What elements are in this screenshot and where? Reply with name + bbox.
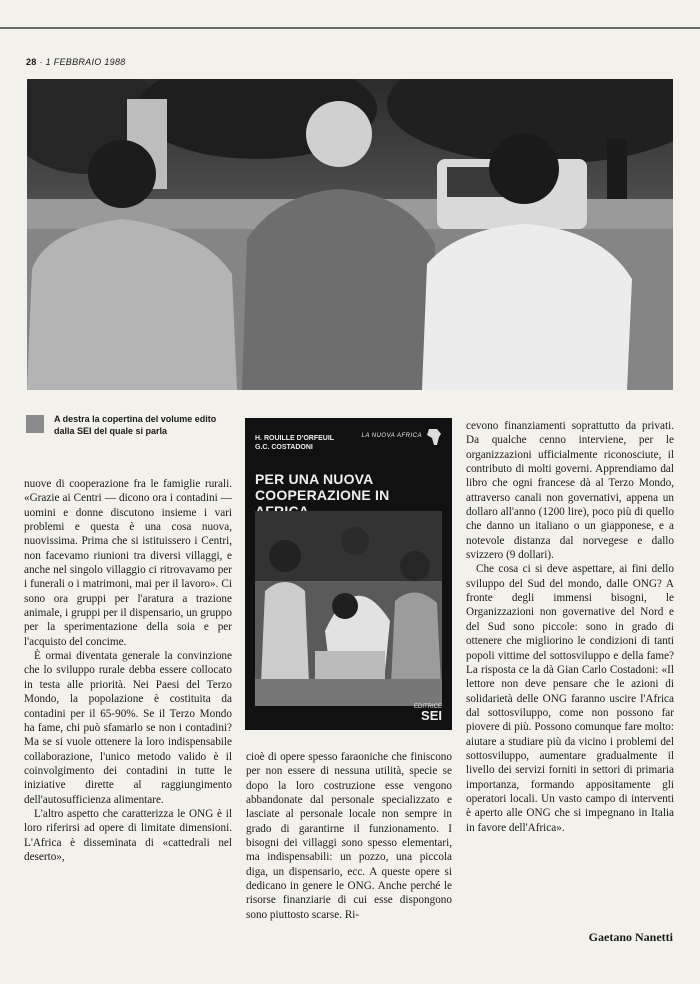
publisher-label: EDITRICE [413, 704, 442, 710]
book-cover [245, 418, 452, 730]
caption-marker [26, 415, 44, 433]
issue-date: 1 FEBBRAIO 1988 [45, 57, 126, 67]
book-cover-photo [255, 511, 442, 706]
book-title-line: COOPERAZIONE IN [255, 487, 390, 503]
book-author: G.C. COSTADONI [255, 444, 313, 451]
paragraph: nuove di cooperazione fra le famiglie rurali. «Grazie ai Centri — dicono ora i contadini — uomini e donne discutono insieme i vari problemi e questa è una cosa nuova, nuovissima. Prima che si istituissero i Centri, non facevamo riunioni tra diversi villaggi, e anche nel singolo villaggio ci ritrovavamo per i funerali o i matrimoni, mai per il lavoro». Ci sono ora gruppi per l'aratura a trazione animale, i gruppi per il dispensario, un gruppo per la sperimentazione della soia e per l'acquisto del concime. [24, 478, 232, 648]
photo-caption [26, 413, 236, 437]
author-byline: Gaetano Nanetti [588, 930, 673, 944]
book-authors [255, 434, 334, 452]
book-publisher [414, 704, 442, 722]
publisher-name: SEI [421, 708, 442, 723]
caption-text: A destra la copertina del volume edito dalla SEI del quale si parla [54, 414, 217, 436]
header-separator: · [39, 57, 43, 67]
top-rule [0, 27, 700, 29]
paragraph: cioè di opere spesso faraoniche che finiscono per non essere di nessuna utilità, specie se dopo la loro costruzione esse vengono abbandonate dal personale specializzato e lasciate al personale locale non sempre in grado di garantirne il funzionamento. I bisogni dei villaggi sono spesso elementari, ma indispensabili: un pozzo, una piccola diga, un dispensario, ecc. A queste opere si dedicano in genere le ONG. Anche perché le risorse finanziarie di cui esse dispongono sono piuttosto scarse. Ri- [246, 751, 452, 921]
book-series: LA NUOVA AFRICA [361, 433, 422, 439]
book-author: H. ROUILLE D'ORFEUIL [255, 435, 335, 442]
page-header [26, 57, 126, 67]
africa-map-icon [426, 428, 442, 446]
article-column-3 [466, 419, 674, 835]
paragraph: L'altro aspetto che caratterizza le ONG è il loro riferirsi ad opere di limitate dimensioni. L'Africa è disseminata di «cattedrali nel deserto», [24, 807, 232, 863]
book-title-line: PER UNA NUOVA [255, 471, 374, 487]
article-column-1 [24, 477, 232, 864]
paragraph: Che cosa ci si deve aspettare, ai fini dello sviluppo del Sud del mondo, dalle ONG? A fronte degli immensi bisogni, le Organizzazioni non governative del Nord e del Sud sono piccole: sono in grado di ottenere che migliorino le condizioni di tanti popoli vittime del sottosviluppo e della fame? La risposta ce la dà Gian Carlo Costadoni: «Il lettore non deve pensare che le azioni di solidarietà delle ONG faranno uscire l'Africa dal sottosviluppo, come non possono far piovere di più. Possono comunque fare molto: aiutare a studiare più da vicino i problemi del sottosviluppo, aumentare gradualmente il livello dei servizi forniti in settori di primaria importanza, formando appositamente gli operatori locali. Un vasto campo di interventi è aperto alle ONG che si impegnano in Italia in favore dell'Africa». [466, 563, 674, 834]
paragraph: È ormai diventata generale la convinzione che lo sviluppo rurale debba essere collocato in testa alle priorità. Nei Paesi del Terzo Mondo, la popolazione è costituita da contadini per il 65-90%. Se il Terzo Mondo ha fame, chi può sfamarlo se non i contadini? Ma se si vuole ottenere la loro indispensabile collaborazione, l'unico metodo valido è il coinvolgimento dei contadini in tutte le iniziative dirette al raggiungimento dell'autosufficienza alimentare. [24, 650, 232, 806]
main-photo [27, 79, 673, 390]
paragraph: cevono finanziamenti soprattutto da privati. Da qualche cenno interviene, per le organizzazioni ufficialmente riconosciute, il contributo di molti governi. Apprendiamo dal libro che ogni francese dà al Terzo Mondo, attraverso canali non governativi, appena un dollaro all'anno (1200 lire), poco più di quello che danno un italiano o un giapponese, e a notevole distanza dal norvegese e dallo svizzero (9 dollari). [466, 420, 674, 562]
article-column-2 [246, 750, 452, 922]
page-number: 28 [26, 57, 37, 67]
